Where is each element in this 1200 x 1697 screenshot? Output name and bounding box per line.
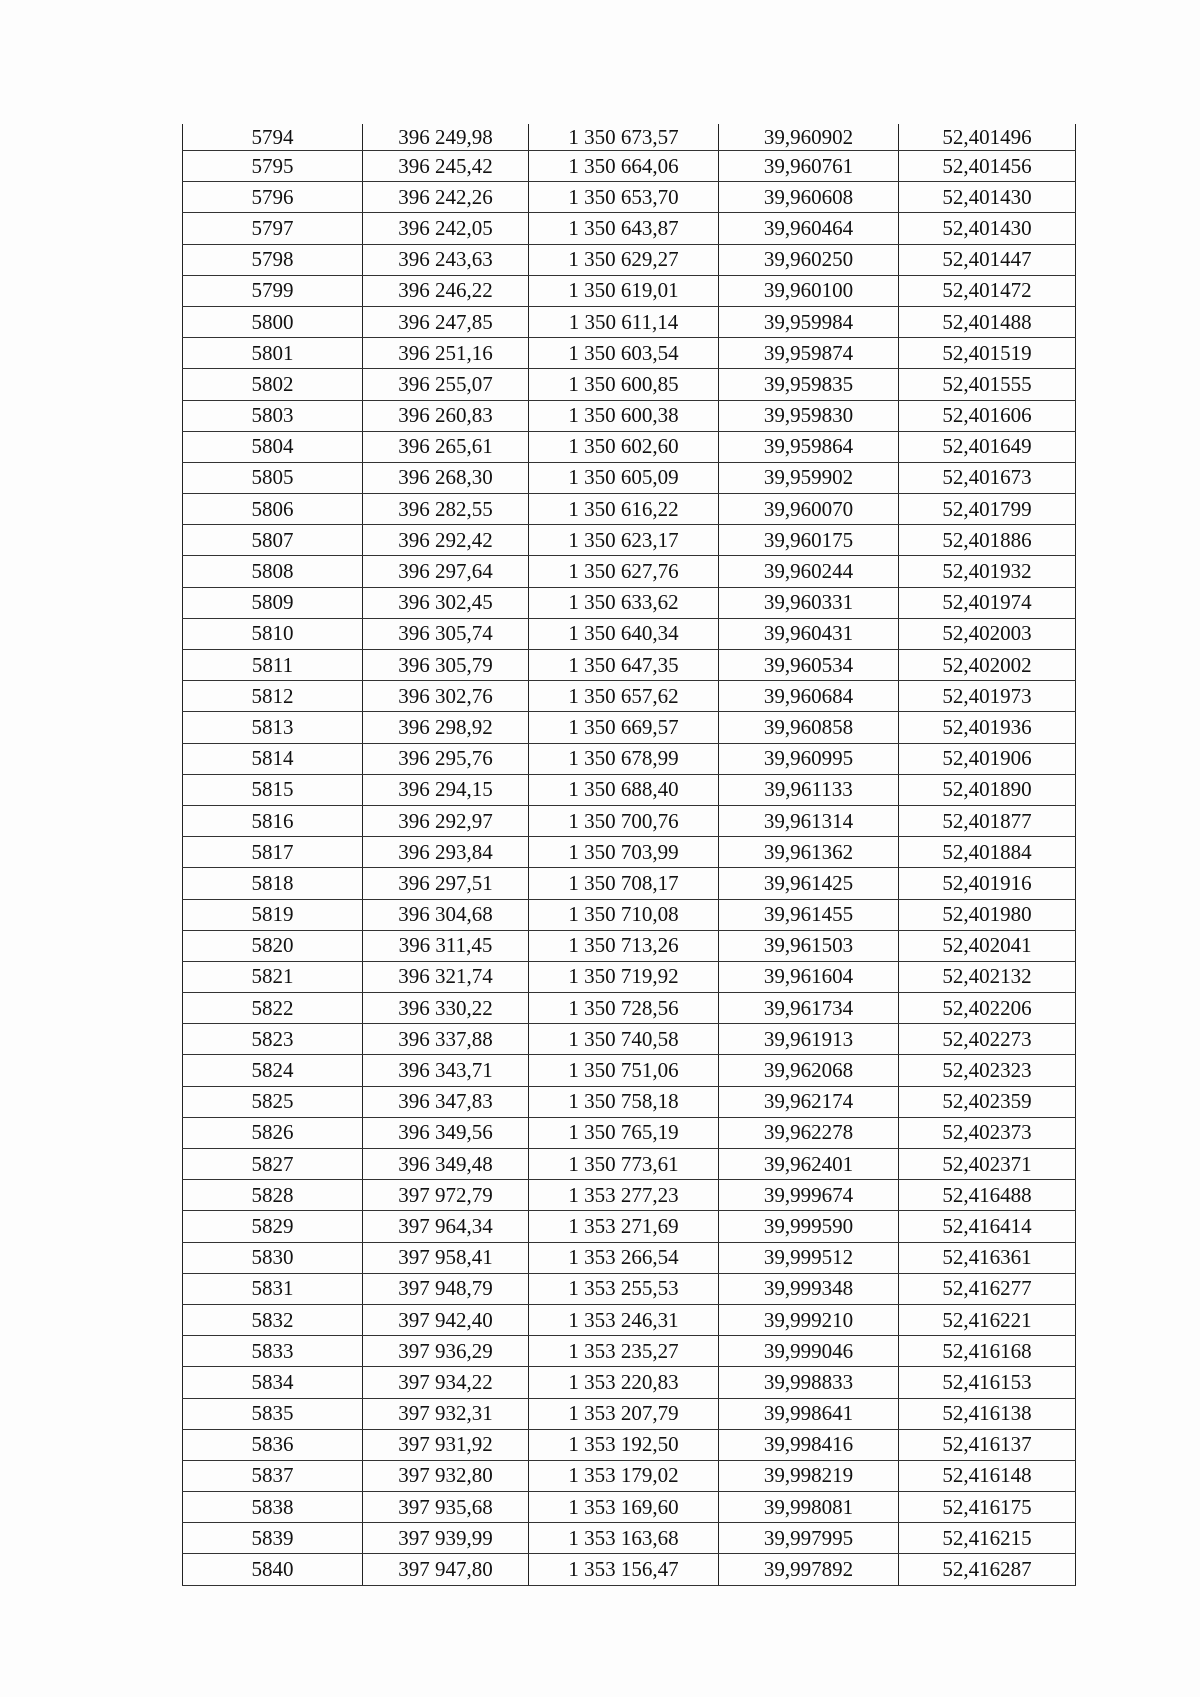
point-number-cell: 5800 [183,306,363,337]
latitude-cell: 39,960100 [719,275,899,306]
y-coordinate-cell: 1 353 220,83 [529,1367,719,1398]
table-row [183,1367,1076,1398]
table-row [183,1086,1076,1117]
longitude-cell: 52,401906 [899,743,1076,774]
longitude-cell: 52,416277 [899,1273,1076,1304]
longitude-cell: 52,401555 [899,369,1076,400]
point-number-cell: 5823 [183,1024,363,1055]
point-number-cell: 5804 [183,431,363,462]
table-row [183,712,1076,743]
latitude-cell: 39,962278 [719,1117,899,1148]
x-coordinate-cell: 396 246,22 [363,275,529,306]
point-number-cell: 5813 [183,712,363,743]
table-row [183,431,1076,462]
longitude-cell: 52,401877 [899,805,1076,836]
latitude-cell: 39,998833 [719,1367,899,1398]
x-coordinate-cell: 397 972,79 [363,1180,529,1211]
point-number-cell: 5798 [183,244,363,275]
latitude-cell: 39,962174 [719,1086,899,1117]
y-coordinate-cell: 1 350 710,08 [529,899,719,930]
point-number-cell: 5830 [183,1242,363,1273]
x-coordinate-cell: 396 282,55 [363,494,529,525]
table-row [183,151,1076,182]
latitude-cell: 39,961314 [719,805,899,836]
table-row [183,244,1076,275]
longitude-cell: 52,401936 [899,712,1076,743]
latitude-cell: 39,962068 [719,1055,899,1086]
y-coordinate-cell: 1 350 647,35 [529,650,719,681]
point-number-cell: 5812 [183,681,363,712]
y-coordinate-cell: 1 353 235,27 [529,1336,719,1367]
latitude-cell: 39,997892 [719,1554,899,1585]
y-coordinate-cell: 1 350 611,14 [529,306,719,337]
x-coordinate-cell: 397 934,22 [363,1367,529,1398]
y-coordinate-cell: 1 350 740,58 [529,1024,719,1055]
x-coordinate-cell: 396 292,42 [363,525,529,556]
y-coordinate-cell: 1 353 277,23 [529,1180,719,1211]
x-coordinate-cell: 396 255,07 [363,369,529,400]
longitude-cell: 52,416221 [899,1304,1076,1335]
table-row [183,1117,1076,1148]
longitude-cell: 52,416215 [899,1523,1076,1554]
point-number-cell: 5806 [183,494,363,525]
latitude-cell: 39,960995 [719,743,899,774]
latitude-cell: 39,960175 [719,525,899,556]
y-coordinate-cell: 1 350 678,99 [529,743,719,774]
longitude-cell: 52,416153 [899,1367,1076,1398]
point-number-cell: 5840 [183,1554,363,1585]
point-number-cell: 5821 [183,961,363,992]
longitude-cell: 52,402041 [899,930,1076,961]
table-row [183,681,1076,712]
x-coordinate-cell: 396 343,71 [363,1055,529,1086]
latitude-cell: 39,997995 [719,1523,899,1554]
table-row [183,213,1076,244]
point-number-cell: 5834 [183,1367,363,1398]
latitude-cell: 39,998641 [719,1398,899,1429]
point-number-cell: 5825 [183,1086,363,1117]
point-number-cell: 5835 [183,1398,363,1429]
longitude-cell: 52,401496 [899,124,1076,151]
table-row [183,774,1076,805]
x-coordinate-cell: 396 321,74 [363,961,529,992]
y-coordinate-cell: 1 353 207,79 [529,1398,719,1429]
table-row [183,1523,1076,1554]
longitude-cell: 52,401519 [899,338,1076,369]
y-coordinate-cell: 1 350 688,40 [529,774,719,805]
y-coordinate-cell: 1 353 179,02 [529,1460,719,1491]
y-coordinate-cell: 1 350 600,85 [529,369,719,400]
y-coordinate-cell: 1 350 643,87 [529,213,719,244]
point-number-cell: 5818 [183,868,363,899]
latitude-cell: 39,960902 [719,124,899,151]
table-row [183,1180,1076,1211]
x-coordinate-cell: 396 302,45 [363,587,529,618]
table-row [183,462,1076,493]
longitude-cell: 52,416175 [899,1492,1076,1523]
y-coordinate-cell: 1 353 192,50 [529,1429,719,1460]
point-number-cell: 5839 [183,1523,363,1554]
x-coordinate-cell: 397 931,92 [363,1429,529,1460]
x-coordinate-cell: 396 242,05 [363,213,529,244]
longitude-cell: 52,401472 [899,275,1076,306]
table-row [183,494,1076,525]
y-coordinate-cell: 1 350 703,99 [529,837,719,868]
longitude-cell: 52,401430 [899,182,1076,213]
latitude-cell: 39,960250 [719,244,899,275]
y-coordinate-cell: 1 350 751,06 [529,1055,719,1086]
point-number-cell: 5797 [183,213,363,244]
latitude-cell: 39,961455 [719,899,899,930]
x-coordinate-cell: 396 251,16 [363,338,529,369]
coordinates-table-body [183,124,1076,1585]
latitude-cell: 39,999512 [719,1242,899,1273]
longitude-cell: 52,401456 [899,151,1076,182]
table-row [183,1304,1076,1335]
y-coordinate-cell: 1 350 623,17 [529,525,719,556]
x-coordinate-cell: 396 304,68 [363,899,529,930]
longitude-cell: 52,401606 [899,400,1076,431]
table-row [183,525,1076,556]
table-row [183,1242,1076,1273]
latitude-cell: 39,959830 [719,400,899,431]
y-coordinate-cell: 1 353 246,31 [529,1304,719,1335]
longitude-cell: 52,402373 [899,1117,1076,1148]
longitude-cell: 52,416287 [899,1554,1076,1585]
point-number-cell: 5829 [183,1211,363,1242]
y-coordinate-cell: 1 350 664,06 [529,151,719,182]
point-number-cell: 5802 [183,369,363,400]
table-row [183,1492,1076,1523]
y-coordinate-cell: 1 350 602,60 [529,431,719,462]
point-number-cell: 5831 [183,1273,363,1304]
y-coordinate-cell: 1 350 758,18 [529,1086,719,1117]
latitude-cell: 39,960684 [719,681,899,712]
y-coordinate-cell: 1 350 600,38 [529,400,719,431]
latitude-cell: 39,998219 [719,1460,899,1491]
point-number-cell: 5827 [183,1149,363,1180]
y-coordinate-cell: 1 353 163,68 [529,1523,719,1554]
y-coordinate-cell: 1 350 708,17 [529,868,719,899]
latitude-cell: 39,962401 [719,1149,899,1180]
point-number-cell: 5794 [183,124,363,151]
longitude-cell: 52,402359 [899,1086,1076,1117]
latitude-cell: 39,999590 [719,1211,899,1242]
x-coordinate-cell: 396 305,74 [363,618,529,649]
latitude-cell: 39,960608 [719,182,899,213]
x-coordinate-cell: 397 948,79 [363,1273,529,1304]
longitude-cell: 52,401890 [899,774,1076,805]
table-row [183,556,1076,587]
x-coordinate-cell: 397 939,99 [363,1523,529,1554]
table-row [183,306,1076,337]
latitude-cell: 39,959864 [719,431,899,462]
y-coordinate-cell: 1 353 271,69 [529,1211,719,1242]
table-row [183,1149,1076,1180]
table-row [183,1336,1076,1367]
x-coordinate-cell: 397 958,41 [363,1242,529,1273]
x-coordinate-cell: 397 964,34 [363,1211,529,1242]
point-number-cell: 5807 [183,525,363,556]
latitude-cell: 39,960070 [719,494,899,525]
y-coordinate-cell: 1 350 640,34 [529,618,719,649]
x-coordinate-cell: 396 302,76 [363,681,529,712]
longitude-cell: 52,401974 [899,587,1076,618]
latitude-cell: 39,961503 [719,930,899,961]
point-number-cell: 5803 [183,400,363,431]
x-coordinate-cell: 396 245,42 [363,151,529,182]
table-row [183,618,1076,649]
point-number-cell: 5820 [183,930,363,961]
longitude-cell: 52,401649 [899,431,1076,462]
y-coordinate-cell: 1 350 657,62 [529,681,719,712]
x-coordinate-cell: 396 293,84 [363,837,529,868]
coordinates-table [182,124,1076,1586]
longitude-cell: 52,401932 [899,556,1076,587]
point-number-cell: 5833 [183,1336,363,1367]
table-row [183,1055,1076,1086]
y-coordinate-cell: 1 350 616,22 [529,494,719,525]
table-row [183,868,1076,899]
x-coordinate-cell: 396 292,97 [363,805,529,836]
table-row [183,1554,1076,1585]
x-coordinate-cell: 396 311,45 [363,930,529,961]
point-number-cell: 5795 [183,151,363,182]
table-row [183,805,1076,836]
y-coordinate-cell: 1 350 619,01 [529,275,719,306]
table-row [183,837,1076,868]
x-coordinate-cell: 396 247,85 [363,306,529,337]
latitude-cell: 39,960534 [719,650,899,681]
y-coordinate-cell: 1 350 653,70 [529,182,719,213]
y-coordinate-cell: 1 350 713,26 [529,930,719,961]
point-number-cell: 5826 [183,1117,363,1148]
x-coordinate-cell: 396 337,88 [363,1024,529,1055]
table-row [183,369,1076,400]
y-coordinate-cell: 1 350 669,57 [529,712,719,743]
y-coordinate-cell: 1 350 728,56 [529,993,719,1024]
table-row [183,899,1076,930]
point-number-cell: 5817 [183,837,363,868]
x-coordinate-cell: 396 297,51 [363,868,529,899]
y-coordinate-cell: 1 353 169,60 [529,1492,719,1523]
x-coordinate-cell: 397 932,31 [363,1398,529,1429]
table-row [183,1460,1076,1491]
y-coordinate-cell: 1 350 605,09 [529,462,719,493]
point-number-cell: 5819 [183,899,363,930]
x-coordinate-cell: 397 932,80 [363,1460,529,1491]
x-coordinate-cell: 396 298,92 [363,712,529,743]
longitude-cell: 52,401884 [899,837,1076,868]
point-number-cell: 5836 [183,1429,363,1460]
table-row [183,961,1076,992]
longitude-cell: 52,401799 [899,494,1076,525]
point-number-cell: 5828 [183,1180,363,1211]
point-number-cell: 5796 [183,182,363,213]
point-number-cell: 5810 [183,618,363,649]
x-coordinate-cell: 396 349,56 [363,1117,529,1148]
point-number-cell: 5816 [183,805,363,836]
latitude-cell: 39,999348 [719,1273,899,1304]
table-row [183,993,1076,1024]
x-coordinate-cell: 397 936,29 [363,1336,529,1367]
y-coordinate-cell: 1 350 627,76 [529,556,719,587]
table-row [183,650,1076,681]
x-coordinate-cell: 397 935,68 [363,1492,529,1523]
latitude-cell: 39,960431 [719,618,899,649]
x-coordinate-cell: 396 305,79 [363,650,529,681]
latitude-cell: 39,960244 [719,556,899,587]
longitude-cell: 52,416361 [899,1242,1076,1273]
point-number-cell: 5808 [183,556,363,587]
y-coordinate-cell: 1 353 266,54 [529,1242,719,1273]
point-number-cell: 5805 [183,462,363,493]
x-coordinate-cell: 396 295,76 [363,743,529,774]
x-coordinate-cell: 396 349,48 [363,1149,529,1180]
longitude-cell: 52,401916 [899,868,1076,899]
table-row [183,1429,1076,1460]
longitude-cell: 52,402132 [899,961,1076,992]
point-number-cell: 5815 [183,774,363,805]
x-coordinate-cell: 396 243,63 [363,244,529,275]
latitude-cell: 39,959874 [719,338,899,369]
table-row [183,1024,1076,1055]
longitude-cell: 52,416137 [899,1429,1076,1460]
table-row [183,1211,1076,1242]
latitude-cell: 39,959902 [719,462,899,493]
latitude-cell: 39,998081 [719,1492,899,1523]
latitude-cell: 39,960858 [719,712,899,743]
table-row [183,338,1076,369]
x-coordinate-cell: 396 330,22 [363,993,529,1024]
y-coordinate-cell: 1 350 773,61 [529,1149,719,1180]
point-number-cell: 5822 [183,993,363,1024]
point-number-cell: 5799 [183,275,363,306]
y-coordinate-cell: 1 350 673,57 [529,124,719,151]
x-coordinate-cell: 396 242,26 [363,182,529,213]
longitude-cell: 52,401447 [899,244,1076,275]
y-coordinate-cell: 1 350 633,62 [529,587,719,618]
x-coordinate-cell: 396 260,83 [363,400,529,431]
latitude-cell: 39,999674 [719,1180,899,1211]
x-coordinate-cell: 396 265,61 [363,431,529,462]
longitude-cell: 52,401430 [899,213,1076,244]
table-row [183,587,1076,618]
table-row [183,124,1076,151]
longitude-cell: 52,401980 [899,899,1076,930]
point-number-cell: 5809 [183,587,363,618]
latitude-cell: 39,959984 [719,306,899,337]
x-coordinate-cell: 397 942,40 [363,1304,529,1335]
point-number-cell: 5838 [183,1492,363,1523]
longitude-cell: 52,416488 [899,1180,1076,1211]
longitude-cell: 52,416414 [899,1211,1076,1242]
latitude-cell: 39,961425 [719,868,899,899]
y-coordinate-cell: 1 353 255,53 [529,1273,719,1304]
latitude-cell: 39,959835 [719,369,899,400]
y-coordinate-cell: 1 350 629,27 [529,244,719,275]
longitude-cell: 52,416138 [899,1398,1076,1429]
latitude-cell: 39,961133 [719,774,899,805]
longitude-cell: 52,402003 [899,618,1076,649]
point-number-cell: 5801 [183,338,363,369]
x-coordinate-cell: 396 294,15 [363,774,529,805]
longitude-cell: 52,416168 [899,1336,1076,1367]
table-row [183,182,1076,213]
latitude-cell: 39,961734 [719,993,899,1024]
table-row [183,400,1076,431]
longitude-cell: 52,401886 [899,525,1076,556]
x-coordinate-cell: 396 249,98 [363,124,529,151]
point-number-cell: 5837 [183,1460,363,1491]
latitude-cell: 39,961913 [719,1024,899,1055]
longitude-cell: 52,416148 [899,1460,1076,1491]
x-coordinate-cell: 396 347,83 [363,1086,529,1117]
y-coordinate-cell: 1 353 156,47 [529,1554,719,1585]
table-row [183,1273,1076,1304]
x-coordinate-cell: 396 297,64 [363,556,529,587]
point-number-cell: 5814 [183,743,363,774]
longitude-cell: 52,402273 [899,1024,1076,1055]
latitude-cell: 39,960331 [719,587,899,618]
latitude-cell: 39,999046 [719,1336,899,1367]
longitude-cell: 52,402371 [899,1149,1076,1180]
longitude-cell: 52,401973 [899,681,1076,712]
latitude-cell: 39,960761 [719,151,899,182]
latitude-cell: 39,961362 [719,837,899,868]
point-number-cell: 5824 [183,1055,363,1086]
y-coordinate-cell: 1 350 765,19 [529,1117,719,1148]
longitude-cell: 52,401488 [899,306,1076,337]
table-row [183,930,1076,961]
latitude-cell: 39,999210 [719,1304,899,1335]
longitude-cell: 52,402206 [899,993,1076,1024]
x-coordinate-cell: 397 947,80 [363,1554,529,1585]
x-coordinate-cell: 396 268,30 [363,462,529,493]
latitude-cell: 39,998416 [719,1429,899,1460]
longitude-cell: 52,402002 [899,650,1076,681]
y-coordinate-cell: 1 350 719,92 [529,961,719,992]
latitude-cell: 39,960464 [719,213,899,244]
latitude-cell: 39,961604 [719,961,899,992]
y-coordinate-cell: 1 350 700,76 [529,805,719,836]
table-row [183,275,1076,306]
longitude-cell: 52,402323 [899,1055,1076,1086]
point-number-cell: 5832 [183,1304,363,1335]
y-coordinate-cell: 1 350 603,54 [529,338,719,369]
point-number-cell: 5811 [183,650,363,681]
table-row [183,743,1076,774]
longitude-cell: 52,401673 [899,462,1076,493]
table-row [183,1398,1076,1429]
